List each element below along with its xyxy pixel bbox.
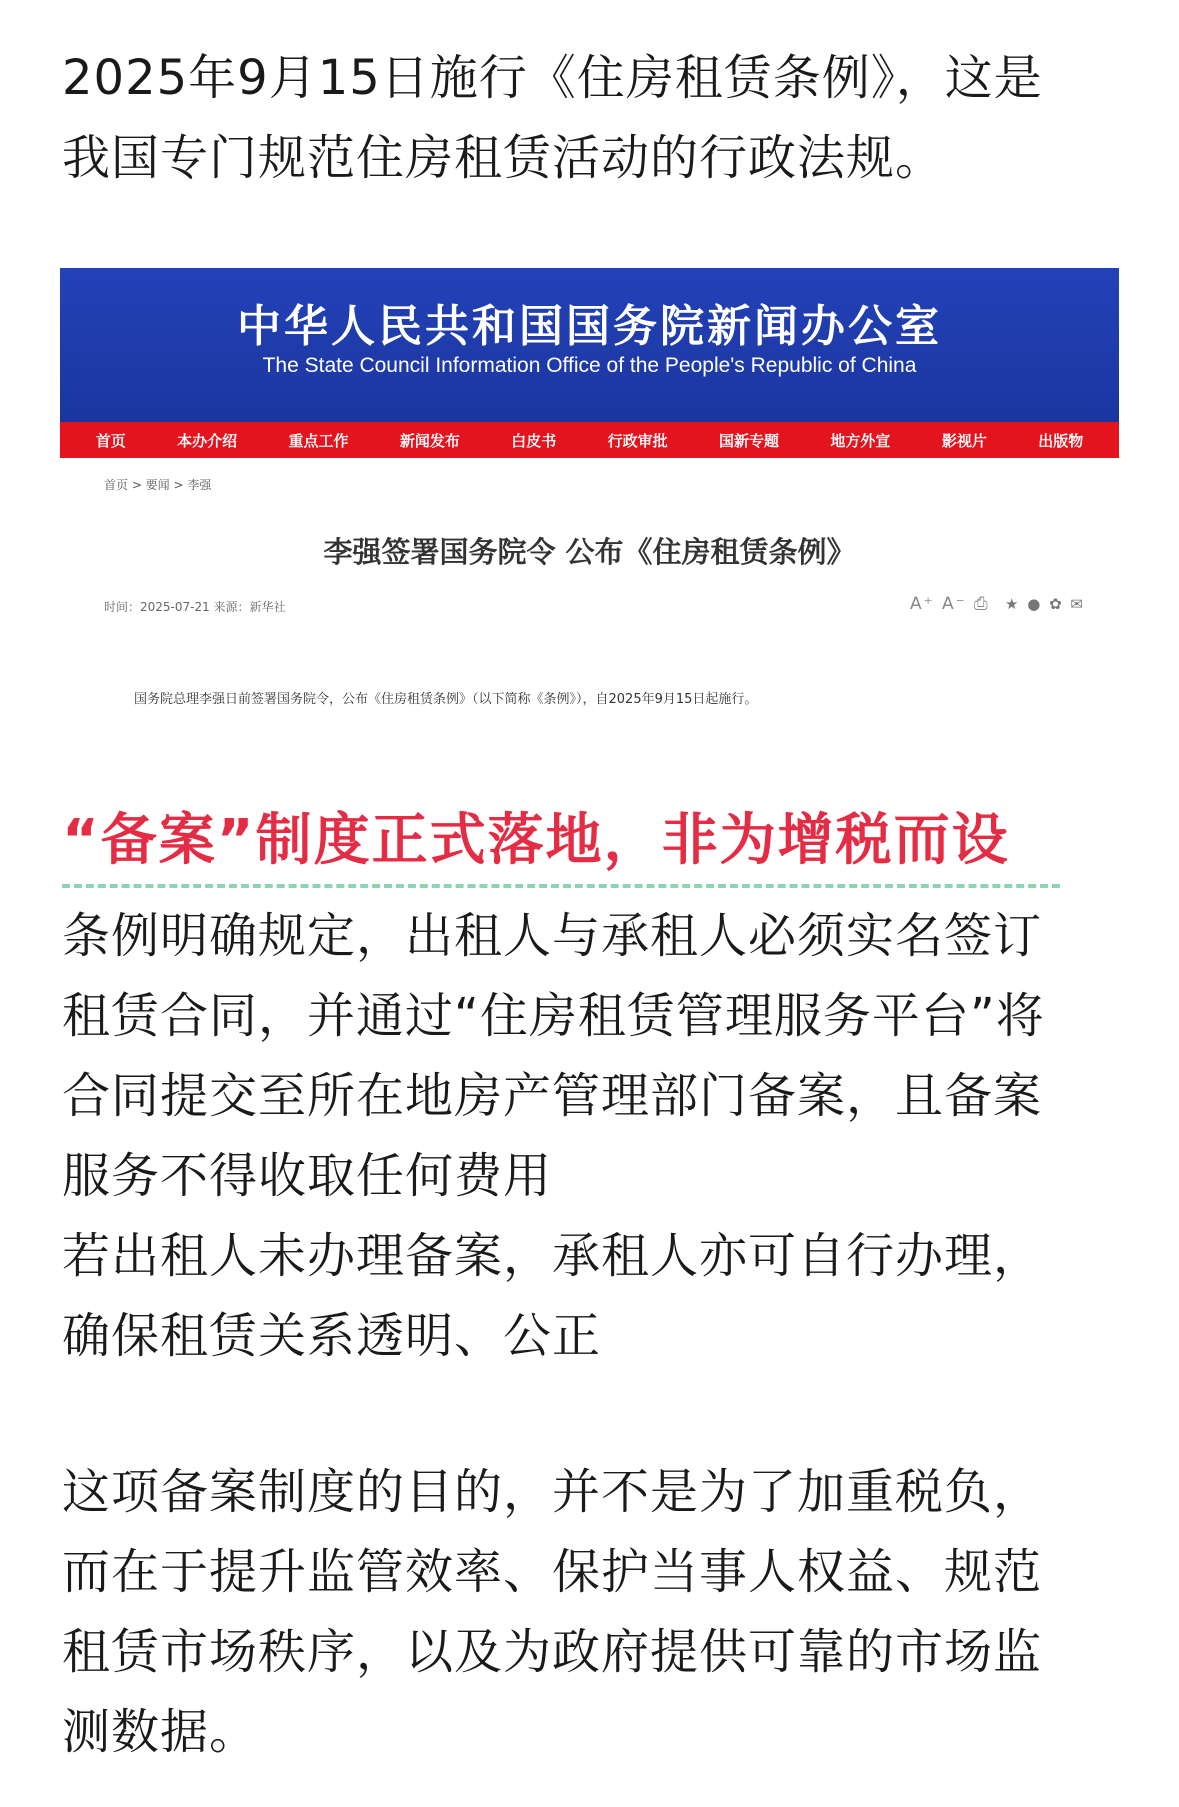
site-banner <box>60 268 1119 422</box>
news-screenshot <box>60 268 1119 708</box>
article-meta: 时间：2025-07-21 来源：新华社 <box>104 600 286 614</box>
nav-item-local[interactable]: 地方外宣 <box>830 431 891 450</box>
nav-item-press[interactable]: 新闻发布 <box>399 431 460 450</box>
section-heading: “备案”制度正式落地，非为增税而设 <box>62 808 1010 873</box>
body-line: 条例明确规定，出租人与承租人必须实名签订 <box>62 908 1043 964</box>
body-line: 而在于提升监管效率、保护当事人权益、规范 <box>62 1544 1043 1600</box>
body-line: 测数据。 <box>62 1704 259 1760</box>
nav-item-about[interactable]: 本办介绍 <box>177 431 238 450</box>
body-line: 确保租赁关系透明、公正 <box>62 1308 602 1364</box>
body-line: 若出租人未办理备案，承租人亦可自行办理， <box>62 1228 1043 1284</box>
body-paragraph-2 <box>62 1452 1124 1772</box>
nav-item-key-work[interactable]: 重点工作 <box>288 431 349 450</box>
nav-item-topics[interactable]: 国新专题 <box>719 431 780 450</box>
article-summary: 国务院总理李强日前签署国务院令，公布《住房租赁条例》（以下简称《条例》），自2025年9月15日起施行。 <box>134 692 758 707</box>
body-line: 租赁市场秩序，以及为政府提供可靠的市场监 <box>62 1624 1043 1680</box>
nav-item-home[interactable]: 首页 <box>95 431 126 450</box>
nav-item-video[interactable]: 影视片 <box>941 431 987 450</box>
nav-item-white-papers[interactable]: 白皮书 <box>511 431 557 450</box>
article-headline: 李强签署国务院令 公布《住房租赁条例》 <box>323 535 856 569</box>
site-subtitle: The State Council Information Office of the People's Republic of China <box>262 354 917 377</box>
nav-item-approval[interactable]: 行政审批 <box>607 431 668 450</box>
body-line: 服务不得收取任何费用 <box>62 1148 553 1204</box>
intro-line: 我国专门规范住房租赁活动的行政法规。 <box>62 130 945 186</box>
nav-item-publications[interactable]: 出版物 <box>1038 431 1084 450</box>
share-icon[interactable]: ★ ● ✿ ✉ <box>1005 595 1085 613</box>
site-nav-bar <box>60 422 1119 458</box>
article-tools <box>910 594 1085 614</box>
body-line: 合同提交至所在地房产管理部门备案，且备案 <box>62 1068 1043 1124</box>
intro-paragraph <box>62 38 1124 198</box>
breadcrumb: 首页 > 要闻 > 李强 <box>104 478 212 492</box>
site-title: 中华人民共和国国务院新闻办公室 <box>237 301 942 352</box>
body-line: 这项备案制度的目的，并不是为了加重税负， <box>62 1464 1043 1520</box>
intro-line: 2025年9月15日施行《住房租赁条例》，这是 <box>62 50 1043 106</box>
font-size-print-icon[interactable]: A⁺ A⁻ ⎙ <box>909 594 990 614</box>
body-paragraph-1 <box>62 896 1124 1376</box>
dashed-divider <box>62 884 1060 888</box>
body-line: 租赁合同，并通过“住房租赁管理服务平台”将 <box>62 988 1045 1044</box>
